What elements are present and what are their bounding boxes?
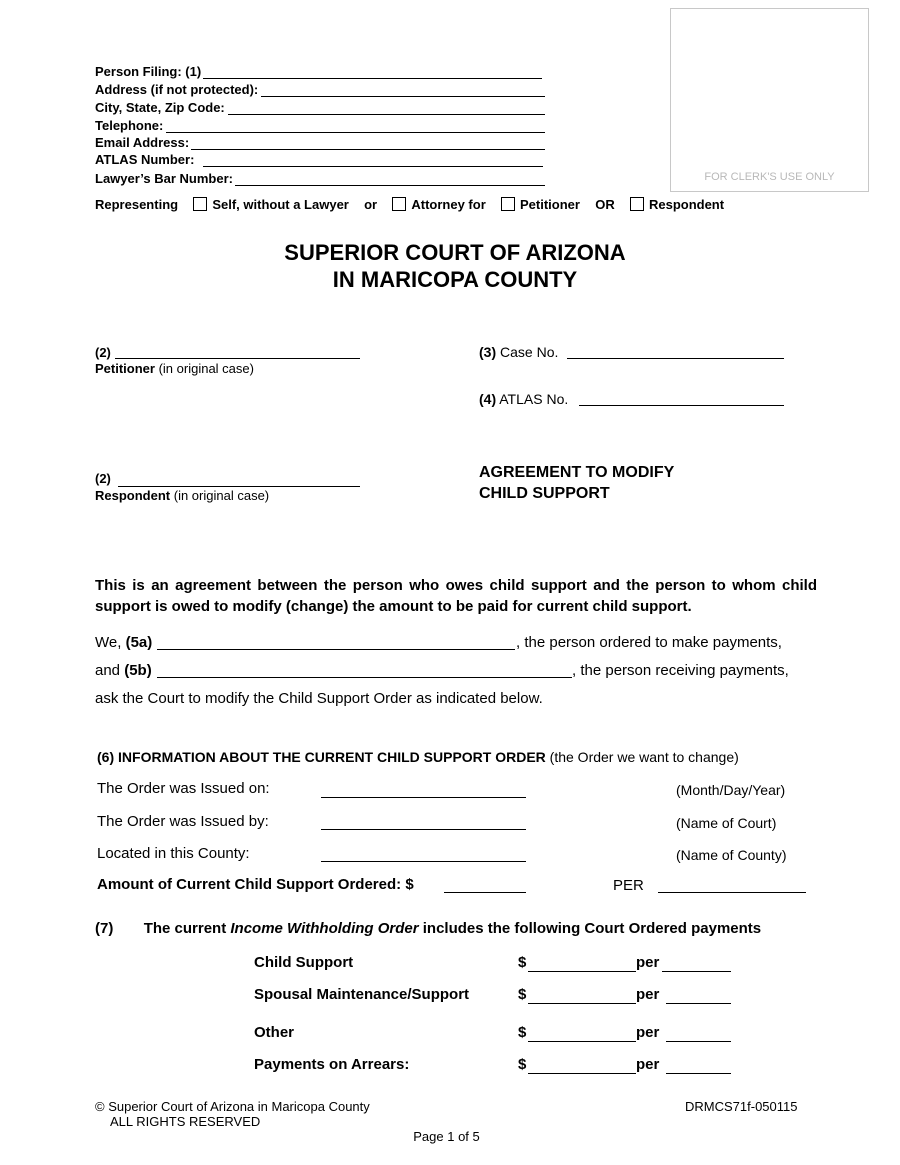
section-7-num: (7) <box>95 920 114 937</box>
order-county-label: Located in this County: <box>97 845 250 862</box>
petitioner-caption-label: Petitioner <box>95 361 155 376</box>
p5a-num: (5a) <box>125 634 153 651</box>
payment-label-arrears: Payments on Arrears: <box>254 1056 410 1073</box>
modify-request-line: ask the Court to modify the Child Support Order as indicated below. <box>95 690 543 707</box>
order-issued-by-field[interactable] <box>321 829 526 830</box>
receiver-row <box>95 662 817 682</box>
atlas-num: (4) <box>479 391 497 407</box>
intro-paragraph: This is an agreement between the person who owes child support and the person to whom child support is owed to modify (change) the amount to be paid for current child support. <box>95 577 817 615</box>
document-title-line1: AGREEMENT TO MODIFY <box>479 464 675 481</box>
telephone-label: Telephone: <box>95 118 164 133</box>
address-field[interactable] <box>261 96 545 97</box>
order-county-field[interactable] <box>321 861 526 862</box>
payment-dollar: $ <box>518 1056 527 1073</box>
order-issued-by-label: The Order was Issued by: <box>97 813 269 830</box>
case-number-field[interactable] <box>567 358 784 359</box>
petitioner-name-field[interactable] <box>115 358 360 359</box>
section-7-italic: Income Withholding Order <box>230 920 419 937</box>
payer-name-field[interactable] <box>157 649 515 650</box>
filer-info-block <box>95 64 555 190</box>
self-label: Self, without a Lawyer <box>212 197 349 212</box>
payer-row <box>95 634 817 654</box>
petitioner-num: (2) <box>95 345 111 360</box>
section-7-pre: The current <box>143 920 227 937</box>
representing-row <box>95 197 724 212</box>
respondent-caption-note: (in original case) <box>173 488 270 503</box>
self-checkbox[interactable] <box>193 197 207 211</box>
court-title-line2: IN MARICOPA COUNTY <box>332 267 578 292</box>
order-issued-by-note: (Name of Court) <box>676 815 777 831</box>
child-support-amount-field[interactable] <box>528 971 636 972</box>
petitioner-caption <box>95 361 254 376</box>
receiver-tail: , the person receiving payments, <box>572 662 789 679</box>
current-amount-label: Amount of Current Child Support Ordered: $ <box>97 876 414 893</box>
section-6-num: (6) <box>97 749 115 765</box>
petitioner-label: Petitioner <box>520 197 580 212</box>
and-text: and <box>95 662 121 679</box>
payment-dollar: $ <box>518 1024 527 1041</box>
section-6-heading <box>97 749 739 765</box>
p5b-num: (5b) <box>124 662 152 679</box>
respondent-num: (2) <box>95 471 111 486</box>
person-filing-field[interactable] <box>203 78 542 79</box>
payment-label-spousal: Spousal Maintenance/Support <box>254 986 470 1003</box>
spousal-period-field[interactable] <box>666 1003 731 1004</box>
respondent-label: Respondent <box>648 197 725 212</box>
respondent-caption <box>95 488 269 503</box>
attorney-label: Attorney for <box>411 197 486 212</box>
payment-per: per <box>636 986 660 1003</box>
or-text-2: OR <box>595 197 615 212</box>
address-label: Address (if not protected): <box>95 82 259 97</box>
person-filing-label: Person Filing: (1) <box>95 64 202 79</box>
petitioner-checkbox[interactable] <box>501 197 515 211</box>
other-amount-field[interactable] <box>528 1041 636 1042</box>
atlas-row <box>479 391 568 407</box>
atlas-number-field[interactable] <box>203 166 543 167</box>
respondent-name-field[interactable] <box>118 486 360 487</box>
section-6-note: (the Order we want to change) <box>549 749 739 765</box>
order-issued-on-label: The Order was Issued on: <box>97 780 270 797</box>
footer-rights: ALL RIGHTS RESERVED <box>110 1114 261 1129</box>
we-text: We, <box>95 634 122 651</box>
payment-per: per <box>636 1024 660 1041</box>
attorney-checkbox[interactable] <box>392 197 406 211</box>
spousal-amount-field[interactable] <box>528 1003 636 1004</box>
child-support-period-field[interactable] <box>662 971 731 972</box>
clerk-use-label: FOR CLERK'S USE ONLY <box>704 171 835 183</box>
order-issued-on-field[interactable] <box>321 797 526 798</box>
clerk-use-box <box>670 8 869 192</box>
case-number-row <box>479 344 558 360</box>
city-state-zip-field[interactable] <box>228 114 545 115</box>
bar-number-label: Lawyer’s Bar Number: <box>95 171 233 186</box>
payment-dollar: $ <box>518 986 527 1003</box>
bar-number-field[interactable] <box>235 185 545 186</box>
case-num: (3) <box>479 344 497 360</box>
footer-form-id: DRMCS71f-050115 <box>685 1099 798 1114</box>
arrears-amount-field[interactable] <box>528 1073 636 1074</box>
arrears-period-field[interactable] <box>666 1073 731 1074</box>
payment-per: per <box>636 1056 660 1073</box>
atlas-no-field[interactable] <box>579 405 784 406</box>
telephone-field[interactable] <box>166 132 545 133</box>
section-7-heading <box>95 920 761 937</box>
order-county-note: (Name of County) <box>676 847 787 863</box>
payment-label-other: Other <box>254 1024 295 1041</box>
representing-label: Representing <box>95 197 179 212</box>
footer-copyright: © Superior Court of Arizona in Maricopa County <box>95 1099 370 1114</box>
current-amount-field[interactable] <box>444 892 526 893</box>
section-6-title: INFORMATION ABOUT THE CURRENT CHILD SUPPORT ORDER <box>118 749 546 765</box>
atlas-label: ATLAS No. <box>499 391 569 407</box>
per-label: PER <box>613 877 644 894</box>
receiver-name-field[interactable] <box>157 677 572 678</box>
respondent-caption-label: Respondent <box>95 488 171 503</box>
footer-page-number: Page 1 of 5 <box>413 1129 480 1144</box>
per-period-field[interactable] <box>658 892 806 893</box>
court-title-line1: SUPERIOR COURT OF ARIZONA <box>284 240 626 265</box>
or-text: or <box>364 197 378 212</box>
document-title <box>479 462 674 504</box>
section-7-post: includes the following Court Ordered payments <box>422 920 762 937</box>
email-label: Email Address: <box>95 135 190 150</box>
atlas-number-label: ATLAS Number: <box>95 152 195 167</box>
payment-label-child-support: Child Support <box>254 954 354 971</box>
case-label: Case No. <box>500 344 559 360</box>
payment-per: per <box>636 954 660 971</box>
city-state-zip-label: City, State, Zip Code: <box>95 100 225 115</box>
email-field[interactable] <box>191 149 545 150</box>
order-issued-on-note: (Month/Day/Year) <box>676 782 786 798</box>
other-period-field[interactable] <box>666 1041 731 1042</box>
payer-tail: , the person ordered to make payments, <box>516 634 782 651</box>
document-title-line2: CHILD SUPPORT <box>479 485 610 502</box>
petitioner-caption-note: (in original case) <box>158 361 254 376</box>
respondent-checkbox[interactable] <box>630 197 644 211</box>
payment-dollar: $ <box>518 954 527 971</box>
